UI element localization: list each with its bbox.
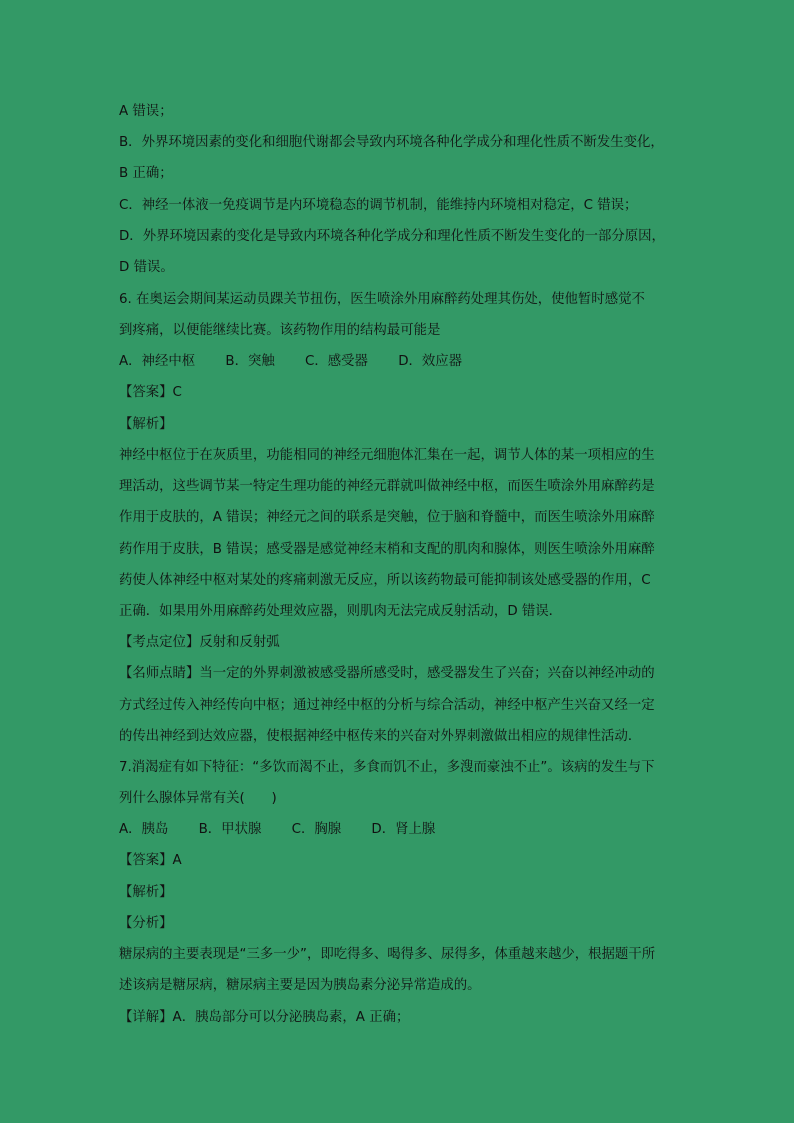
text-line: A 错误； [119,104,173,119]
text-line: 作用于皮肤的，A 错误；神经元之间的联系是突触，位于脑和脊髓中，而医生喷涂外用麻醉 [119,510,655,525]
option-d: D．效应器 [398,354,463,369]
question-7-stem: 列什么腺体异常有关( ) [119,791,277,806]
text-line: B 正确； [119,166,173,181]
text-line: 药使人体神经中枢对某处的疼痛刺激无反应，所以该药物最可能抑制该处感受器的作用，C [119,573,651,588]
text-line: D 错误。 [119,260,174,275]
option-a: A．神经中枢 [119,354,196,369]
answer-label: 【答案】C [119,385,182,400]
text-line: 理活动，这些调节某一特定生理功能的神经元群就叫做神经中枢，而医生喷涂外用麻醉药是 [119,479,655,494]
option-b: B．突触 [225,354,275,369]
analysis-heading: 【解析】 [119,885,173,900]
text-line: 糖尿病的主要表现是“三多一少”，即吃得多、喝得多、尿得多，体重越来越少，根据题干所 [119,947,656,962]
detail-line: 【详解】A．胰岛部分可以分泌胰岛素，A 正确； [119,1010,410,1025]
text-line: 正确．如果用外用麻醉药处理效应器，则肌肉无法完成反射活动，D 错误． [119,604,563,619]
question-6-stem: 到疼痛，以便能继续比赛。该药物作用的结构最可能是 [119,323,441,338]
text-line: 药作用于皮肤，B 错误；感受器是感觉神经末梢和支配的肌肉和腺体，则医生喷涂外用麻醉 [119,542,655,557]
text-line: B．外界环境因素的变化和细胞代谢都会导致内环境各种化学成分和理化性质不断发生变化， [119,135,664,150]
knowledge-point: 【考点定位】反射和反射弧 [119,635,280,650]
breakdown-heading: 【分析】 [119,916,173,931]
option-a: A．胰岛 [119,822,169,837]
text-line: D．外界环境因素的变化是导致内环境各种化学成分和理化性质不断发生变化的一部分原因， [119,229,665,244]
option-d: D．肾上腺 [371,822,436,837]
question-6-options [119,352,684,372]
text-line: 的传出神经到达效应器，使根据神经中枢传来的兴奋对外界刺激做出相应的规律性活动． [119,729,642,744]
analysis-heading: 【解析】 [119,417,173,432]
question-7-stem: 7.消渴症有如下特征：“多饮而渴不止，多食而饥不止，多溲而豪浊不止”。该病的发生与下 [119,760,655,775]
text-line: 述该病是糖尿病，糖尿病主要是因为胰岛素分泌异常造成的。 [119,978,481,993]
question-7-options [119,820,684,840]
text-line: C．神经一体液一免疫调节是内环境稳态的调节机制，能维持内环境相对稳定，C 错误； [119,198,638,213]
teacher-note: 【名师点睛】当一定的外界刺激被感受器所感受时，感受器发生了兴奋；兴奋以神经冲动的 [119,666,655,681]
option-b: B．甲状腺 [198,822,262,837]
option-c: C．胸腺 [291,822,342,837]
option-c: C．感受器 [305,354,368,369]
text-line: 方式经过传入神经传向中枢；通过神经中枢的分析与综合活动，神经中枢产生兴奋又经一定 [119,698,655,713]
text-line: 神经中枢位于在灰质里，功能相同的神经元细胞体汇集在一起，调节人体的某一项相应的生 [119,448,655,463]
answer-label: 【答案】A [119,853,182,868]
question-6-stem: 6. 在奥运会期间某运动员踝关节扭伤，医生喷涂外用麻醉药处理其伤处，使他暂时感觉不 [119,292,645,307]
